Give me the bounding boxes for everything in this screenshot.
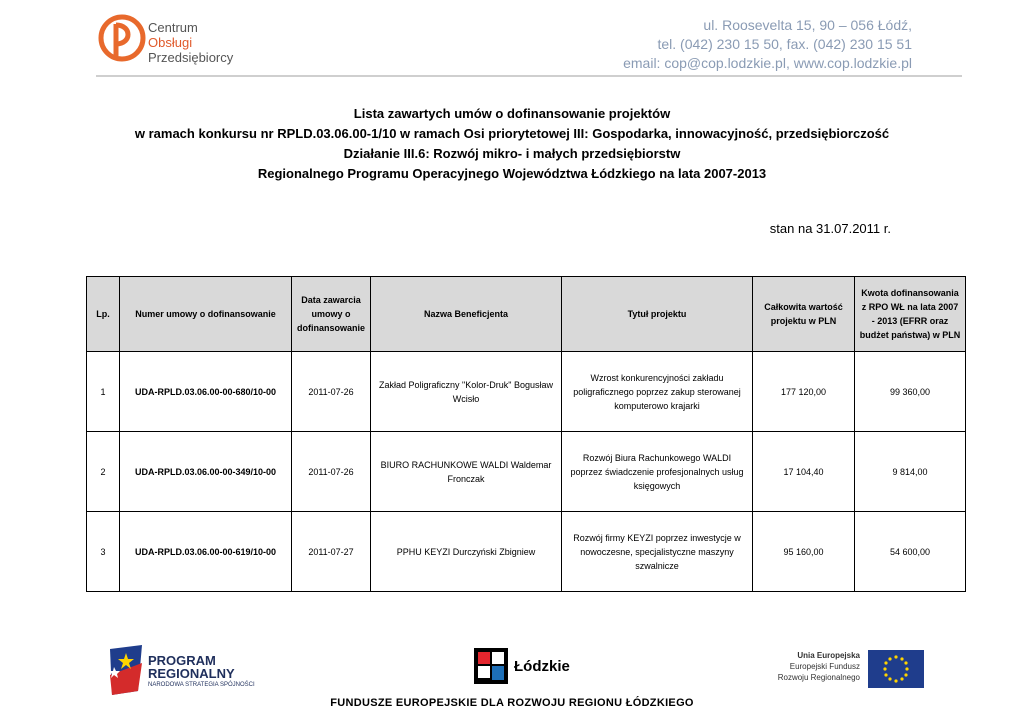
cell-lp: 2	[87, 432, 120, 512]
eu-flag-icon	[868, 650, 924, 688]
col-contract-date: Data zawarcia umowy o dofinansowanie	[292, 277, 371, 352]
cell-project-title: Wzrost konkurencyjności zakładu poligraficznego poprzez zakup sterowanej komputerowo krajarki	[562, 352, 753, 432]
title-line: Regionalnego Programu Operacyjnego Województwa Łódzkiego na lata 2007-2013	[257, 166, 767, 181]
col-contract-number: Numer umowy o dofinansowanie	[120, 277, 292, 352]
eu-line: Unia Europejska	[797, 651, 860, 660]
title-line: Działanie III.6: Rozwój mikro- i małych przedsiębiorstw	[343, 146, 681, 161]
header-divider	[96, 75, 962, 77]
eu-line: Europejski Fundusz	[789, 662, 860, 671]
cell-lp: 1	[87, 352, 120, 432]
cell-contract-number: UDA-RPLD.03.06.00-00-680/10-00	[120, 352, 292, 432]
cell-project-title: Rozwój firmy KEYZI poprzez inwestycje w nowoczesne, specjalistyczne maszyny szwalnicze	[562, 512, 753, 592]
cell-project-title: Rozwój Biura Rachunkowego WALDI poprzez świadczenie profesjonalnych usług księgowych	[562, 432, 753, 512]
cell-funding: 54 600,00	[855, 512, 966, 592]
lodzkie-label: Łódzkie	[514, 658, 570, 675]
logo-line: Obsługi	[148, 35, 193, 50]
logo-line: Centrum	[148, 20, 198, 35]
title-line: Lista zawartych umów o dofinansowanie projektów	[353, 106, 671, 121]
cop-logo-text	[148, 20, 233, 65]
cell-date: 2011-07-26	[292, 432, 371, 512]
contracts-table	[86, 276, 966, 592]
address-line: ul. Roosevelta 15, 90 – 056 Łódź,	[703, 17, 912, 33]
cell-date: 2011-07-27	[292, 512, 371, 592]
cell-contract-number: UDA-RPLD.03.06.00-00-349/10-00	[120, 432, 292, 512]
program-logo-line: PROGRAM	[148, 653, 216, 668]
address-block	[623, 16, 912, 73]
table-row	[87, 432, 966, 512]
cell-total-value: 177 120,00	[753, 352, 855, 432]
status-date: stan na 31.07.2011 r.	[769, 221, 891, 236]
program-logo-line: NARODOWA STRATEGIA SPÓJNOŚCI	[148, 682, 255, 688]
cell-total-value: 17 104,40	[753, 432, 855, 512]
cell-beneficiary: PPHU KEYZI Durczyński Zbigniew	[371, 512, 562, 592]
star-flag-icon	[108, 645, 144, 695]
lodzkie-logo	[474, 648, 574, 688]
col-project-title: Tytuł projektu	[562, 277, 753, 352]
lodzkie-mark-icon	[474, 648, 508, 684]
cell-total-value: 95 160,00	[753, 512, 855, 592]
col-lp: Lp.	[87, 277, 120, 352]
table-header-row	[87, 277, 966, 352]
cell-funding: 99 360,00	[855, 352, 966, 432]
eu-line: Rozwoju Regionalnego	[777, 673, 860, 682]
col-beneficiary: Nazwa Beneficjenta	[371, 277, 562, 352]
title-line: w ramach konkursu nr RPLD.03.06.00-1/10 w ramach Osi priorytetowej III: Gospodarka, innowacyjność, przedsiębiorczość	[134, 126, 890, 141]
col-total-value: Całkowita wartość projektu w PLN	[753, 277, 855, 352]
logo-line: Przedsiębiorcy	[148, 50, 234, 65]
cop-logo-mark-icon	[98, 12, 146, 64]
table-row	[87, 352, 966, 432]
program-regionalny-logo	[108, 645, 268, 695]
cell-date: 2011-07-26	[292, 352, 371, 432]
footer-title: FUNDUSZE EUROPEJSKIE DLA ROZWOJU REGIONU ŁÓDZKIEGO	[330, 697, 694, 709]
document-title	[0, 104, 1024, 184]
table-row	[87, 512, 966, 592]
cell-lp: 3	[87, 512, 120, 592]
phone-line: tel. (042) 230 15 50, fax. (042) 230 15 51	[657, 36, 912, 52]
cell-beneficiary: BIURO RACHUNKOWE WALDI Waldemar Fronczak	[371, 432, 562, 512]
program-logo-line: REGIONALNY	[148, 666, 235, 681]
eu-logo	[760, 650, 926, 690]
cell-beneficiary: Zakład Poligraficzny "Kolor-Druk" Bogusław Wcisło	[371, 352, 562, 432]
cell-contract-number: UDA-RPLD.03.06.00-00-619/10-00	[120, 512, 292, 592]
email-line: email: cop@cop.lodzkie.pl, www.cop.lodzkie.pl	[623, 55, 912, 71]
cop-logo	[98, 12, 238, 68]
cell-funding: 9 814,00	[855, 432, 966, 512]
col-funding-amount: Kwota dofinansowania z RPO WŁ na lata 2007 - 2013 (EFRR oraz budżet państwa) w PLN	[855, 277, 966, 352]
